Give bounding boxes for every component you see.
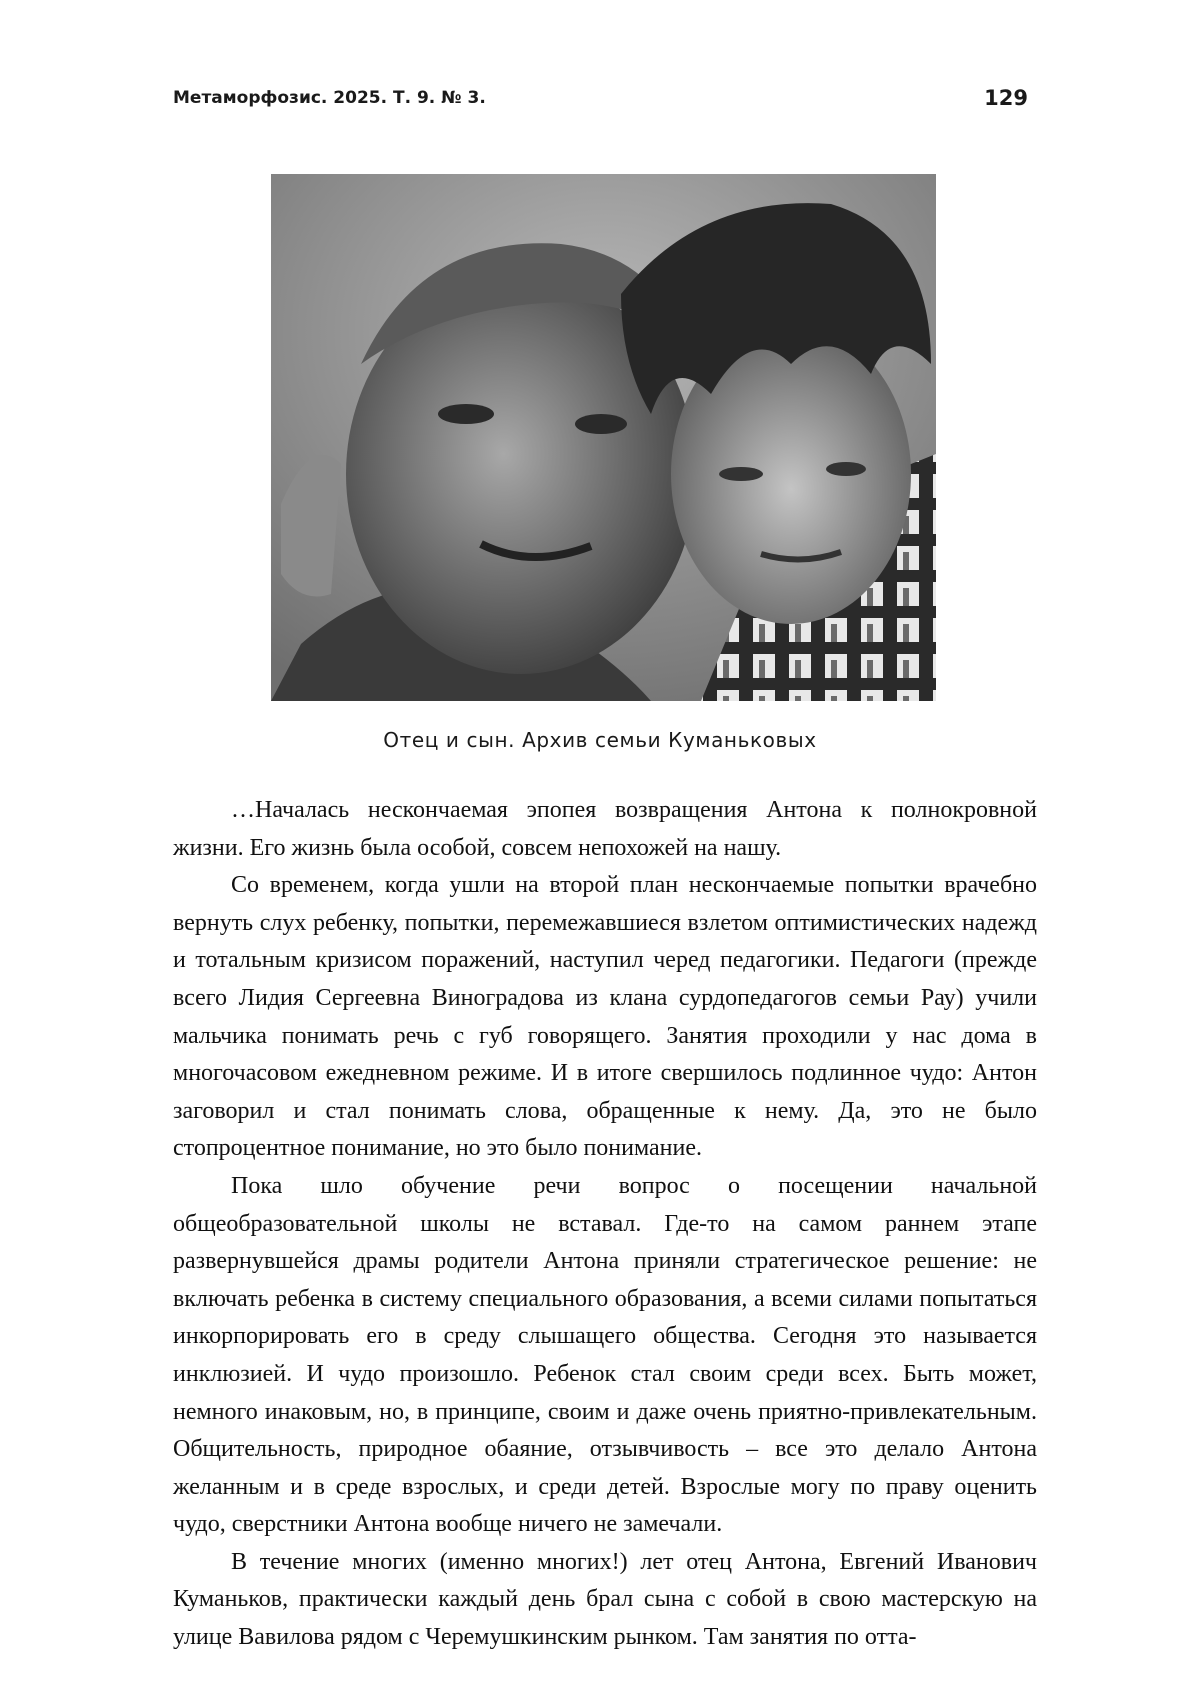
paragraph: В течение многих (именно многих!) лет отец Антона, Евгений Иванович Куманьков, практически каждый день брал сына с собой в свою мастерскую на улице Вавилова рядом с Черемушкинским рынком. Там занятия по отта- <box>173 1544 1037 1657</box>
paragraph: Пока шло обучение речи вопрос о посещении начальной общеобразовательной школы не вставал. Где-то на самом раннем этапе развернувшейся драмы родители Антона приняли стратегическое решение: не включать ребенка в систему специального образования, а всеми силами попытаться инкорпорировать его в среду слышащего общества. Сегодня это называется инклюзией. И чудо произошло. Ребенок стал своим среди всех. Быть может, немного инаковым, но, в принципе, своим и даже очень приятно-привлекательным. Общительность, природное обаяние, отзывчивость – все это делало Антона желанным и в среде взрослых, и среди детей. Взрослые могу по праву оценить чудо, сверстники Антона вообще ничего не замечали. <box>173 1168 1037 1544</box>
page-number: 129 <box>984 86 1028 110</box>
journal-citation: Метаморфозис. 2025. Т. 9. № 3. <box>173 88 486 108</box>
paragraph: …Началась нескончаемая эпопея возвращения Антона к полнокровной жизни. Его жизнь была особой, совсем непохожей на нашу. <box>173 792 1037 867</box>
photo-caption: Отец и сын. Архив семьи Куманьковых <box>0 728 1200 752</box>
running-header <box>173 86 1028 116</box>
article-body <box>173 792 1037 1657</box>
father-son-photo <box>271 174 936 701</box>
photo-illustration <box>271 174 936 701</box>
paragraph: Со временем, когда ушли на второй план нескончаемые попытки врачебно вернуть слух ребенку, попытки, перемежавшиеся взлетом оптимистических надежд и тотальным кризисом поражений, наступил черед педагогики. Педагоги (прежде всего Лидия Сергеевна Виноградова из клана сурдопедагогов семьи Рау) учили мальчика понимать речь с губ говорящего. Занятия проходили у нас дома в многочасовом ежедневном режиме. И в итоге свершилось подлинное чудо: Антон заговорил и стал понимать слова, обращенные к нему. Да, это не было стопроцентное понимание, но это было понимание. <box>173 867 1037 1168</box>
